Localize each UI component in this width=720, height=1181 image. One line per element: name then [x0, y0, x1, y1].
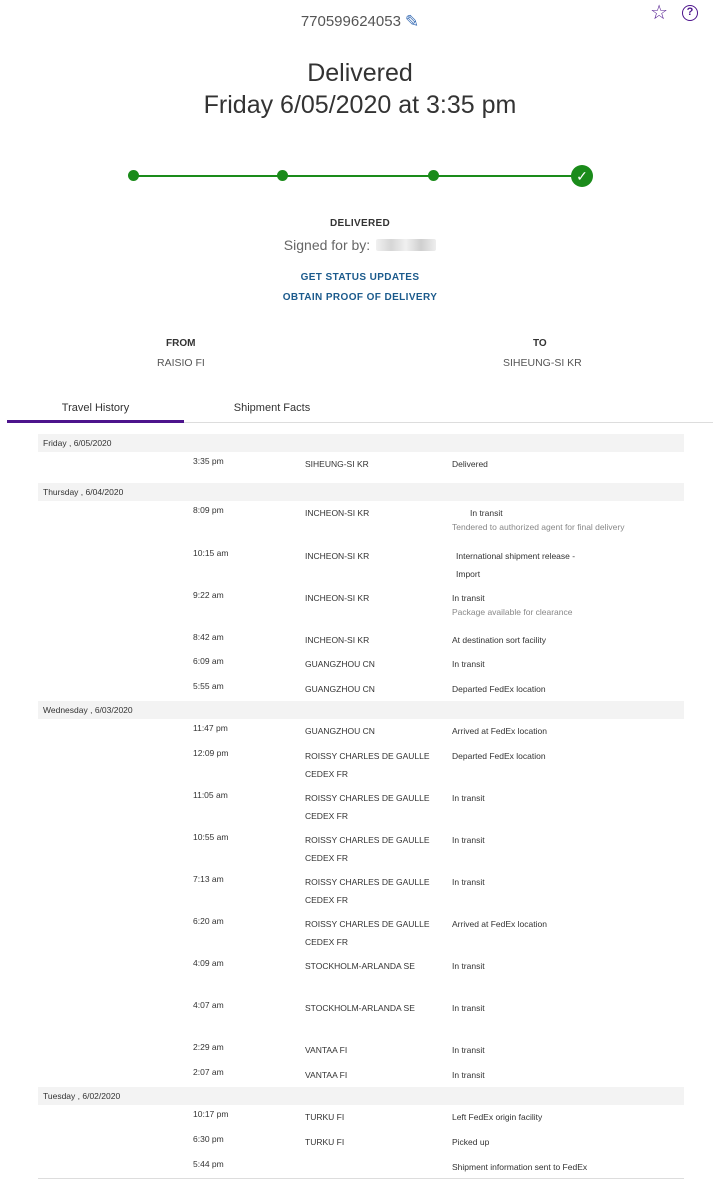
divider [38, 1178, 684, 1179]
event-time: 10:15 am [193, 548, 229, 558]
event-location: TURKU FI [305, 1112, 345, 1122]
event-location: ROISSY CHARLES DE GAULLE CEDEX FR [305, 877, 430, 905]
event-location: GUANGZHOU CN [305, 684, 375, 694]
event-status: In transit [452, 835, 485, 845]
event-location: GUANGZHOU CN [305, 659, 375, 669]
event-location: INCHEON-SI KR [305, 593, 370, 603]
event-status: At destination sort facility [452, 635, 547, 645]
history-event-row [38, 544, 684, 586]
event-status: Departed FedEx location [452, 684, 546, 694]
event-time: 11:05 am [193, 790, 228, 800]
star-icon[interactable]: ☆ [650, 2, 668, 24]
event-time: 4:07 am [193, 1000, 224, 1010]
history-event-row [38, 452, 684, 477]
event-location: VANTAA FI [305, 1070, 348, 1080]
history-event-row [38, 744, 684, 786]
event-status: Shipment information sent to FedEx [452, 1162, 588, 1172]
event-location: INCHEON-SI KR [305, 508, 370, 518]
history-event-row [38, 652, 684, 677]
history-event-row [38, 954, 684, 996]
history-event-row [38, 719, 684, 744]
event-status: In transit [452, 877, 485, 887]
event-status: In transit [452, 1070, 485, 1080]
event-location: SIHEUNG-SI KR [305, 459, 369, 469]
status-title: Delivered [307, 59, 413, 87]
event-time: 5:55 am [193, 681, 224, 691]
from-label: FROM [166, 338, 196, 349]
event-location: ROISSY CHARLES DE GAULLE CEDEX FR [305, 751, 430, 779]
top-icons [650, 3, 698, 23]
event-location: ROISSY CHARLES DE GAULLE CEDEX FR [305, 835, 430, 863]
event-status: In transit [470, 508, 503, 518]
checkmark-icon: ✓ [571, 165, 593, 187]
history-event-row [38, 1063, 684, 1081]
progress-bar [133, 165, 588, 187]
day-header: Tuesday , 6/02/2020 [38, 1087, 684, 1105]
event-location: ROISSY CHARLES DE GAULLE CEDEX FR [305, 919, 430, 947]
event-status: In transit [452, 659, 485, 669]
event-time: 4:09 am [193, 958, 224, 968]
progress-line [133, 175, 582, 177]
event-time: 6:20 am [193, 916, 224, 926]
event-status: International shipment release - Import [456, 551, 576, 579]
get-status-updates-link[interactable]: GET STATUS UPDATES [300, 272, 420, 283]
event-detail: Tendered to authorized agent for final delivery [452, 522, 625, 532]
event-time: 10:17 pm [193, 1109, 229, 1119]
signed-for-label: Signed for by: [283, 237, 371, 253]
event-status: In transit [452, 593, 485, 603]
event-location: STOCKHOLM-ARLANDA SE [305, 961, 415, 971]
event-status: In transit [452, 961, 485, 971]
event-time: 3:35 pm [193, 456, 224, 466]
history-event-row [38, 501, 684, 544]
tracking-number-row [0, 12, 720, 32]
tab-bar [7, 395, 713, 423]
day-header: Thursday , 6/04/2020 [38, 483, 684, 501]
delivered-date: Friday 6/05/2020 at 3:35 pm [203, 91, 517, 119]
history-event-row [38, 1155, 684, 1173]
event-status: Arrived at FedEx location [452, 919, 547, 929]
event-status: Left FedEx origin facility [452, 1112, 543, 1122]
event-time: 12:09 pm [193, 748, 229, 758]
history-event-row [38, 1130, 684, 1155]
event-location: TURKU FI [305, 1137, 345, 1147]
help-icon[interactable]: ? [682, 5, 698, 21]
event-time: 7:13 am [193, 874, 224, 884]
event-location: INCHEON-SI KR [305, 551, 370, 561]
event-location: ROISSY CHARLES DE GAULLE CEDEX FR [305, 793, 430, 821]
history-event-row [38, 586, 684, 628]
event-location: STOCKHOLM-ARLANDA SE [305, 1003, 415, 1013]
history-event-row [38, 1038, 684, 1063]
signer-name-redacted [376, 239, 436, 251]
event-time: 5:44 pm [193, 1159, 224, 1169]
progress-step-3 [428, 170, 439, 181]
to-city: SIHEUNG-SI KR [503, 357, 582, 369]
history-event-row [38, 628, 684, 652]
history-event-row [38, 828, 684, 870]
progress-step-1 [128, 170, 139, 181]
event-status: Arrived at FedEx location [452, 726, 547, 736]
to-label: TO [533, 338, 547, 349]
event-detail: Package available for clearance [452, 607, 573, 617]
event-time: 6:09 am [193, 656, 224, 666]
event-time: 8:09 pm [193, 505, 224, 515]
day-header: Friday , 6/05/2020 [38, 434, 684, 452]
event-time: 8:42 am [193, 632, 224, 642]
event-time: 9:22 am [193, 590, 224, 600]
event-status: Departed FedEx location [452, 751, 546, 761]
signed-for [0, 237, 720, 253]
history-event-row [38, 677, 684, 695]
event-status: In transit [452, 793, 485, 803]
tab-travel-history[interactable]: Travel History [7, 395, 184, 423]
event-time: 2:29 am [193, 1042, 224, 1052]
history-event-row [38, 786, 684, 828]
event-status: In transit [452, 1003, 485, 1013]
event-status: In transit [452, 1045, 485, 1055]
proof-of-delivery-link[interactable]: OBTAIN PROOF OF DELIVERY [282, 292, 438, 303]
history-event-row [38, 912, 684, 954]
tab-shipment-facts[interactable]: Shipment Facts [233, 402, 311, 414]
event-time: 10:55 am [193, 832, 229, 842]
event-location: VANTAA FI [305, 1045, 348, 1055]
event-time: 11:47 pm [193, 723, 228, 733]
event-location: INCHEON-SI KR [305, 635, 370, 645]
travel-history-list [38, 433, 684, 1173]
history-event-row [38, 870, 684, 912]
event-location: GUANGZHOU CN [305, 726, 375, 736]
event-status: Picked up [452, 1137, 490, 1147]
progress-step-2 [277, 170, 288, 181]
event-time: 2:07 am [193, 1067, 224, 1077]
tracking-number: 770599624053 [300, 13, 401, 30]
pencil-icon[interactable]: ✎ [404, 12, 420, 31]
day-header: Wednesday , 6/03/2020 [38, 701, 684, 719]
from-city: RAISIO FI [157, 357, 205, 369]
history-event-row [38, 996, 684, 1038]
history-event-row [38, 1105, 684, 1130]
event-time: 6:30 pm [193, 1134, 224, 1144]
delivered-label: DELIVERED [330, 218, 390, 229]
event-status: Delivered [452, 459, 488, 469]
